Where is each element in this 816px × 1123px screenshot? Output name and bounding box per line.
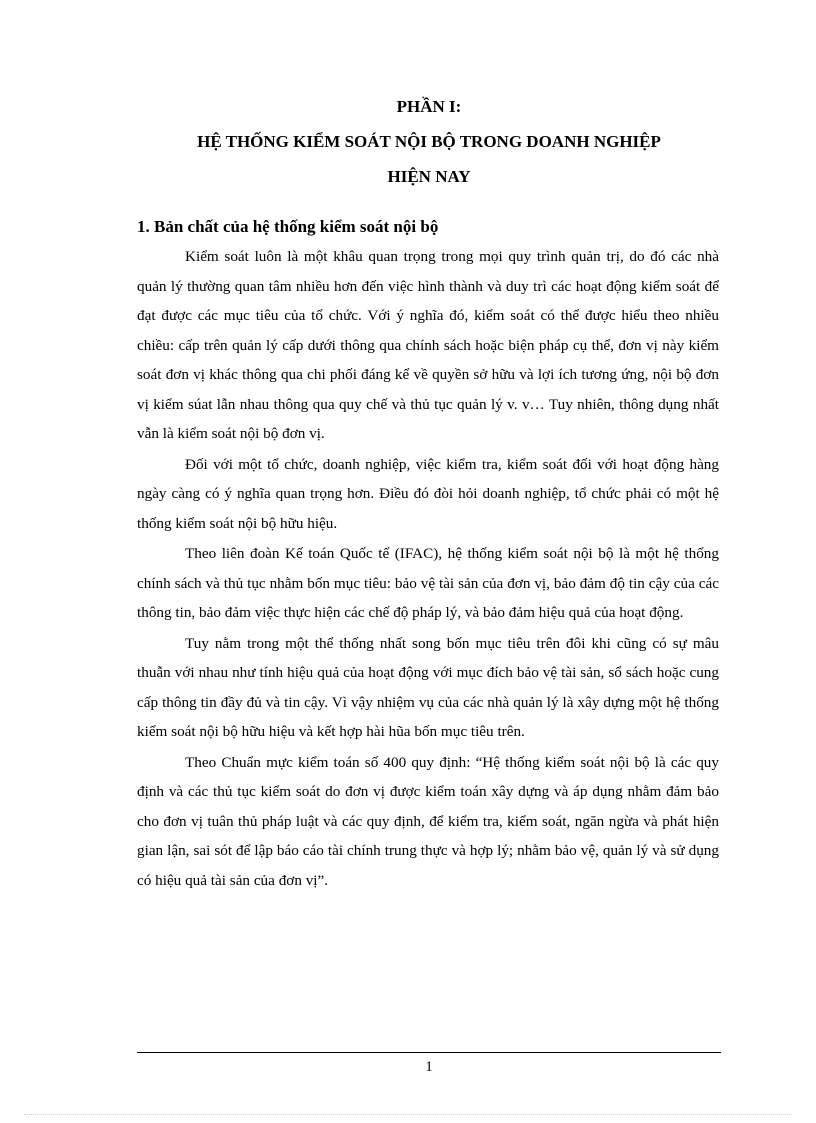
paragraph: Tuy nằm trong một thể thống nhất song bốn mục tiêu trên đôi khi cũng có sự mâu thuẫn với nhau như tính hiệu quả của hoạt động với mục đích bảo vệ tài sản, sổ sách hoặc cung cấp thông tin đầy đủ và tin cậy. Vì vậy nhiệm vụ của các nhà quản lý là xây dựng một hệ thống kiểm soát nội bộ hữu hiệu và kết hợp hài hũa bốn mục tiêu trên.: [137, 634, 719, 740]
chapter-title-line-1: HỆ THỐNG KIỂM SOÁT NỘI BỘ TRONG DOANH NGHIỆP: [197, 132, 661, 151]
body-text: [137, 242, 719, 896]
page-number: 1: [425, 1059, 433, 1075]
part-heading: PHẦN I:: [396, 97, 462, 116]
chapter-title-line-2: HIỆN NAY: [387, 167, 471, 186]
paragraph: Theo Chuẩn mực kiểm toán số 400 quy định: “Hệ thống kiểm soát nội bộ là các quy định và các thủ tục kiểm soát do đơn vị được kiểm toán xây dựng và áp dụng nhằm đảm bảo cho đơn vị tuân thủ pháp luật và các quy định, để kiểm tra, kiểm soát, ngăn ngừa và phát hiện gian lận, sai sót để lập báo cáo tài chính trung thực và hợp lý; nhằm bảo vệ, quản lý và sử dụng có hiệu quả tài sản của đơn vị”.: [137, 753, 719, 889]
paragraph: Theo liên đoàn Kế toán Quốc tế (IFAC), hệ thống kiểm soát nội bộ là một hệ thống chính sách và thủ tục nhằm bốn mục tiêu: bảo vệ tài sản của đơn vị, bảo đảm độ tin cậy của các thông tin, bảo đảm việc thực hiện các chế độ pháp lý, và bảo đảm hiệu quả của hoạt động.: [137, 545, 719, 621]
paragraph: Đối với một tổ chức, doanh nghiệp, việc kiểm tra, kiểm soát đối với hoạt động hàng ngày càng có ý nghĩa quan trọng hơn. Điều đó đòi hỏi doanh nghiệp, tổ chức phải có một hệ thống kiểm soát nội bộ hữu hiệu.: [137, 455, 719, 532]
paragraph: Kiểm soát luôn là một khâu quan trọng trong mọi quy trình quản trị, do đó các nhà quản lý thường quan tâm nhiều hơn đến việc hình thành và duy trì các hoạt động kiểm soát để đạt được các mục tiêu của tổ chức. Với ý nghĩa đó, kiểm soát có thể được hiểu theo nhiều chiều: cấp trên quản lý cấp dưới thông qua chính sách hoặc biện pháp cụ thể, đơn vị này kiểm soát đơn vị khác thông qua chi phối đáng kể về quyền sở hữu và lợi ích tương ứng, nội bộ đơn vị kiểm súat lẫn nhau thông qua quy chế và thủ tục quản lý v. v… Tuy nhiên, thông dụng nhất vẫn là kiểm soát nội bộ đơn vị.: [137, 248, 719, 442]
footer-divider: [137, 1052, 721, 1053]
page-edge-divider: [24, 1114, 792, 1115]
section-title: 1. Bản chất của hệ thống kiểm soát nội bộ: [137, 217, 439, 236]
